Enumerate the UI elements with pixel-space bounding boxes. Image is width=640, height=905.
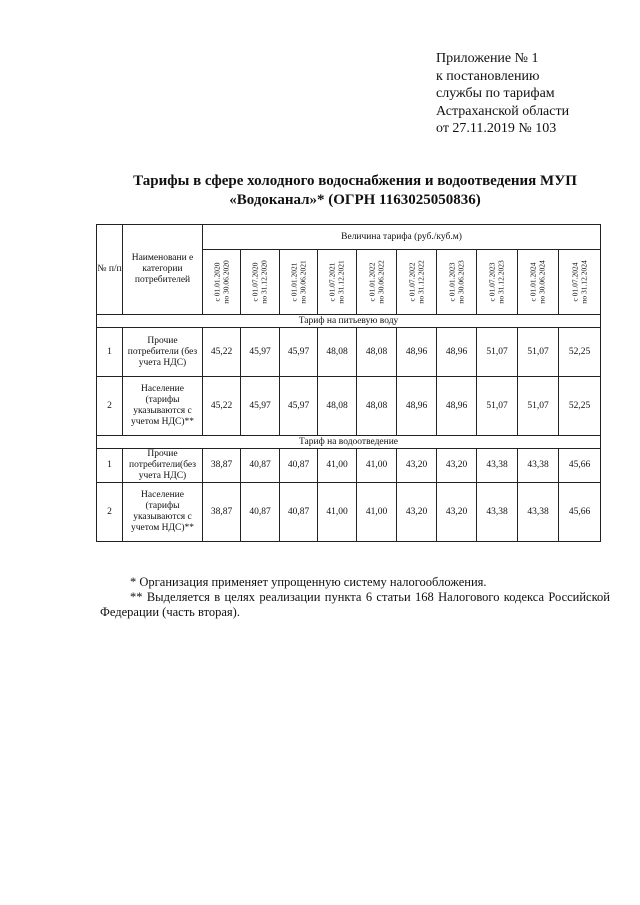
tariff-value: 45,66 — [559, 483, 601, 542]
appendix-line: Приложение № 1 — [436, 51, 539, 66]
tariff-value: 48,96 — [397, 328, 437, 377]
period-from: с 01.01.2021 — [289, 262, 298, 302]
footnote-1: * Организация применяет упрощенную систему налогообложения. — [130, 575, 487, 589]
tariff-value: 45,97 — [241, 328, 280, 377]
tariff-value: 43,38 — [518, 449, 559, 483]
tariff-value: 52,25 — [559, 377, 601, 436]
tariff-value: 45,66 — [559, 449, 601, 483]
period-from: с 01.07.2024 — [570, 262, 579, 302]
period-to: по 30.06.2022 — [375, 260, 385, 304]
tariff-value: 38,87 — [203, 483, 241, 542]
tariff-value: 52,25 — [559, 328, 601, 377]
row-number: 1 — [97, 449, 123, 483]
tariff-value: 41,00 — [357, 483, 397, 542]
appendix-header — [436, 50, 636, 138]
title-line-1: Тарифы в сфере холодного водоснабжения и водоотведения МУП — [133, 173, 577, 189]
period-to: по 31.12.2021 — [336, 260, 345, 304]
tariff-value: 40,87 — [280, 483, 318, 542]
tariff-value: 45,22 — [203, 328, 241, 377]
tariff-value: 45,97 — [280, 328, 318, 377]
tariff-value: 45,97 — [280, 377, 318, 436]
row-category: Прочие потребители(без учета НДС) — [123, 449, 203, 483]
tariff-value: 41,00 — [318, 449, 357, 483]
period-header — [518, 250, 559, 315]
tariff-value: 51,07 — [518, 377, 559, 436]
period-to: по 30.06.2024 — [537, 260, 546, 304]
period-from: с 01.07.2021 — [327, 262, 337, 302]
tariff-table — [96, 224, 601, 542]
row-category: Население (тарифы указываются с учетом НДС)** — [123, 483, 203, 542]
table-row — [97, 449, 601, 483]
section-title: Тариф на питьевую воду — [97, 315, 601, 328]
row-number: 2 — [97, 377, 123, 436]
tariff-value: 45,97 — [241, 377, 280, 436]
footnotes — [100, 575, 610, 620]
tariff-value: 45,22 — [203, 377, 241, 436]
tariff-value: 43,38 — [477, 483, 518, 542]
period-to: по 31.12.2020 — [259, 260, 268, 304]
period-from: с 01.07.2023 — [487, 262, 497, 302]
document-title — [100, 172, 610, 210]
tariff-value: 40,87 — [241, 483, 280, 542]
period-header — [477, 250, 518, 315]
row-category: Прочие потребители (без учета НДС) — [123, 328, 203, 377]
period-header — [559, 250, 601, 315]
tariff-value: 40,87 — [280, 449, 318, 483]
table-row — [97, 483, 601, 542]
tariff-value: 43,20 — [437, 483, 477, 542]
table-row — [97, 377, 601, 436]
tariff-value: 48,08 — [357, 377, 397, 436]
tariff-value: 43,38 — [518, 483, 559, 542]
period-to: по 31.12.2023 — [496, 260, 505, 304]
tariff-value: 41,00 — [357, 449, 397, 483]
footnote-2: ** Выделяется в целях реализации пункта 6 статьи 168 Налогового кодекса Российской Федерации (часть вторая). — [100, 590, 610, 619]
tariff-value: 48,96 — [437, 377, 477, 436]
period-from: с 01.01.2023 — [447, 262, 456, 302]
period-from: с 01.07.2022 — [407, 262, 416, 302]
tariff-value: 48,08 — [357, 328, 397, 377]
title-line-2: «Водоканал»* (ОГРН 1163025050836) — [229, 192, 481, 208]
tariff-value: 48,96 — [437, 328, 477, 377]
tariff-value: 51,07 — [518, 328, 559, 377]
period-to: по 31.12.2024 — [578, 260, 588, 304]
period-from: с 01.07.2020 — [250, 262, 260, 302]
tariff-value: 43,38 — [477, 449, 518, 483]
col-category-header: Наименовани е категории потребителей — [123, 225, 203, 315]
appendix-line: от 27.11.2019 № 103 — [436, 121, 557, 136]
tariff-value: 51,07 — [477, 377, 518, 436]
period-to: по 30.06.2021 — [297, 260, 307, 304]
tariff-value: 48,08 — [318, 377, 357, 436]
row-number: 1 — [97, 328, 123, 377]
row-number: 2 — [97, 483, 123, 542]
col-num-header: № п/п — [97, 225, 123, 315]
appendix-line: Астраханской области — [436, 103, 570, 119]
tariff-value: 38,87 — [203, 449, 241, 483]
period-header — [357, 250, 397, 315]
period-header — [241, 250, 280, 315]
tariff-value: 51,07 — [477, 328, 518, 377]
tariff-value: 43,20 — [397, 483, 437, 542]
period-to: по 30.06.2020 — [220, 260, 230, 304]
section-title: Тариф на водоотведение — [97, 436, 601, 449]
period-header — [437, 250, 477, 315]
period-to: по 30.06.2023 — [455, 260, 465, 304]
table-row — [97, 328, 601, 377]
tariff-value: 40,87 — [241, 449, 280, 483]
period-from: с 01.01.2020 — [212, 262, 221, 302]
period-from: с 01.01.2024 — [528, 262, 538, 302]
table-body — [97, 315, 601, 542]
period-from: с 01.01.2022 — [367, 262, 376, 302]
row-category: Население (тарифы указываются с учетом НДС)** — [123, 377, 203, 436]
period-header — [397, 250, 437, 315]
tariff-value: 43,20 — [437, 449, 477, 483]
tariff-value: 43,20 — [397, 449, 437, 483]
period-header — [318, 250, 357, 315]
value-header: Величина тарифа (руб./куб.м) — [203, 225, 601, 250]
period-to: по 31.12.2022 — [415, 260, 425, 304]
appendix-line: службы по тарифам — [436, 86, 555, 101]
tariff-value: 48,96 — [397, 377, 437, 436]
tariff-value: 48,08 — [318, 328, 357, 377]
period-header — [203, 250, 241, 315]
period-header — [280, 250, 318, 315]
appendix-line: к постановлению — [436, 68, 540, 84]
tariff-value: 41,00 — [318, 483, 357, 542]
